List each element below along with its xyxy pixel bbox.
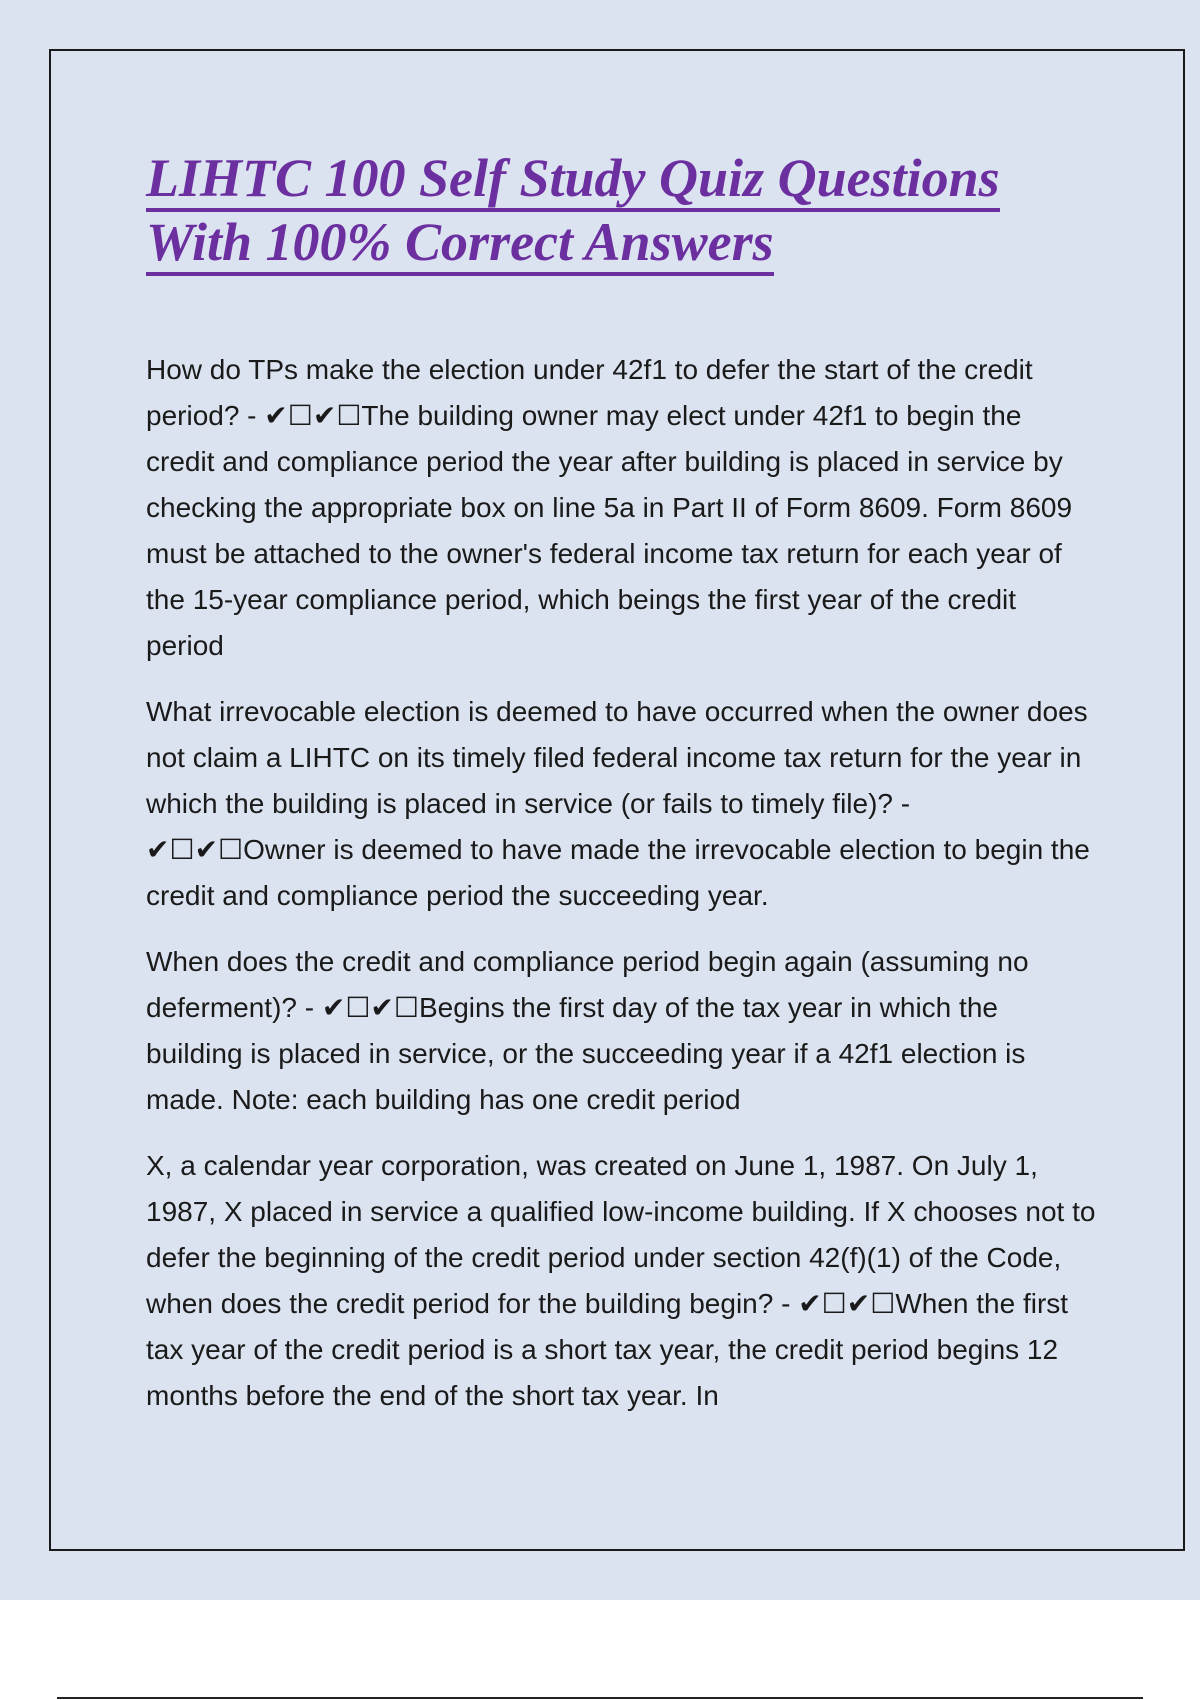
answer-text: Begins the first day of the tax year in which the building is placed in service, or the succeeding year if a 42f1 election is made. Note: each building has one credit period <box>146 992 1026 1115</box>
question-text: X, a calendar year corporation, was created on June 1, 1987. On July 1, 1987, X placed in service a qualified low-income building. If X chooses not to defer the beginning of the credit period under section 42(f)(1) of the Code, when does the credit period for the building begin? <box>146 1150 1096 1319</box>
title-line-2: With 100% Correct Answers <box>146 212 774 276</box>
separator: - <box>296 992 322 1023</box>
qa-item-2 <box>146 689 1096 919</box>
answer-text: When the first tax year of the credit period is a short tax year, the credit period begins 12 months before the end of the short tax year. In <box>146 1288 1069 1411</box>
question-text: What irrevocable election is deemed to have occurred when the owner does not claim a LIHTC on its timely filed federal income tax return for the year in which the building is placed in service (or fails to timely file)? <box>146 696 1088 819</box>
check-answer-icon: ✔☐✔☐ <box>146 834 244 865</box>
separator: - <box>893 788 911 819</box>
check-answer-icon: ✔☐✔☐ <box>321 992 419 1023</box>
question-text: How do TPs make the election under 42f1 to defer the start of the credit period? <box>146 354 1033 431</box>
check-answer-icon: ✔☐✔☐ <box>264 400 362 431</box>
document-title <box>146 146 1096 274</box>
qa-item-3 <box>146 939 1096 1123</box>
answer-text: The building owner may elect under 42f1 to begin the credit and compliance period the year after building is placed in service by checking the appropriate box on line 5a in Part II of Form 8609. Form 8609 must be attached to the owner's federal income tax return for each year of the 15-year compliance period, which beings the first year of the credit period <box>146 400 1073 661</box>
footer-divider <box>57 1697 1143 1699</box>
separator: - <box>239 400 265 431</box>
qa-item-4 <box>146 1143 1096 1419</box>
separator: - <box>773 1288 799 1319</box>
check-answer-icon: ✔☐✔☐ <box>798 1288 896 1319</box>
title-line-1: LIHTC 100 Self Study Quiz Questions <box>146 148 1000 212</box>
answer-text: Owner is deemed to have made the irrevocable election to begin the credit and compliance period the succeeding year. <box>146 834 1090 911</box>
qa-item-1 <box>146 347 1096 669</box>
question-text: When does the credit and compliance period begin again (assuming no deferment)? <box>146 946 1029 1023</box>
quiz-content <box>146 347 1096 1419</box>
